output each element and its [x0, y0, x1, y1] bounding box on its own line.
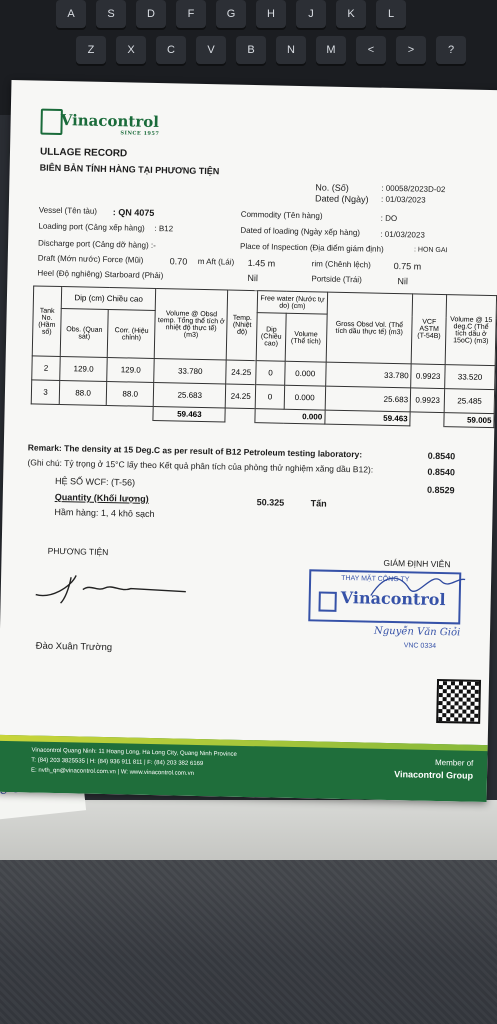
cell-obs: 129.0: [60, 357, 108, 382]
cell-volume-15: 25.485: [444, 389, 494, 414]
footer-address: Vinacontrol Quang Ninh: 11 Hoang Long, Ha Long City, Quang Ninh Province: [31, 747, 237, 758]
header-vcf: VCF ASTM (T-54B): [411, 294, 447, 365]
heel-starboard-value: Nil: [247, 272, 259, 284]
portside-value: Nil: [397, 276, 408, 287]
footer-phone: T: (84) 203 3825535 | H: (84) 936 911 811 | F: (84) 203 382 6169: [31, 757, 204, 768]
inspection-label: Place of Inspection (Địa điểm giám định): [239, 241, 384, 254]
total-gross: 59.463: [325, 410, 411, 426]
cell-volume-15: 33.520: [445, 365, 495, 390]
key-question: ?: [436, 36, 466, 64]
draft-force-value: 0.70: [169, 256, 188, 267]
draft-aft-label: m Aft (Lái): [197, 256, 235, 267]
total-volume-15: 59.005: [444, 413, 494, 428]
dated-value: : 01/03/2023: [380, 194, 426, 205]
brand-name: Vinacontrol: [60, 110, 160, 132]
draft-aft-value: 1.45 m: [247, 257, 276, 269]
footer: [0, 735, 488, 802]
header-obs: Obs. (Quan sát): [60, 309, 108, 358]
signer-name: Đào Xuân Trường: [35, 640, 113, 654]
discharge-port-label: Discharge port (Cảng dỡ hàng) :-: [38, 238, 156, 251]
key-gt: >: [396, 36, 426, 64]
fabric-background: [0, 860, 497, 1024]
key-x: X: [116, 36, 146, 64]
cell-obs: 88.0: [59, 381, 107, 406]
key-a: A: [56, 0, 86, 28]
ullage-record-document: [0, 80, 497, 802]
quantity-value: 50.325: [256, 497, 285, 508]
stamp-brand: Vinacontrol: [340, 587, 446, 610]
portside-label: Portside (Trái): [311, 274, 362, 285]
cell-vcf: 0.9923: [410, 388, 445, 413]
header-gross: Gross Obsd Vol. (Thể tích dầu thực tế) (m3): [326, 292, 413, 364]
date-loading-value: : 01/03/2023: [380, 229, 425, 240]
header-volume-obsd: Volume @ Obsd temp. Tổng thể tích ở nhiệt độ thực tế) (m3): [155, 289, 228, 360]
total-spacer: [225, 408, 255, 423]
header-dip: Dip (cm) Chiều cao: [61, 287, 156, 311]
cell-corr: 88.0: [106, 382, 154, 407]
remark-value: 0.8540: [427, 450, 456, 462]
note-value: 0.8540: [427, 466, 456, 478]
inspector-code: VNC 0334: [403, 642, 437, 650]
date-loading-label: Dated of loading (Ngày xếp hàng): [240, 225, 361, 238]
cell-volume: 33.780: [154, 359, 226, 384]
note-text: (Ghi chú: Tỷ trọng ở 15°C lấy theo Kết quả phân tích của phòng thử nghiệm xăng dầu B12):: [27, 457, 374, 475]
key-l: L: [376, 0, 406, 28]
cell-temp: 24.25: [226, 360, 257, 385]
total-spacer: [410, 412, 444, 427]
total-fw-volume: 0.000: [255, 409, 325, 424]
cell-gross: 33.780: [325, 362, 411, 388]
key-v: V: [196, 36, 226, 64]
cell-gross: 25.683: [325, 386, 411, 412]
key-f: F: [176, 0, 206, 28]
cell-vcf: 0.9923: [411, 364, 446, 389]
header-fw-volume: Volume (Thể tích): [285, 313, 327, 362]
wcf-label: HỆ SỐ WCF: (T-56): [55, 475, 136, 488]
cell-tank: 3: [31, 380, 59, 405]
vessel-label: Vessel (Tên tàu): [38, 205, 98, 216]
cell-temp: 24.25: [225, 384, 256, 409]
inspector-name: Nguyễn Văn Giỏi: [373, 625, 461, 639]
left-sign-title: PHƯƠNG TIỆN: [47, 545, 109, 558]
cell-fw-dip: 0: [256, 385, 285, 410]
loading-port-label: Loading port (Cảng xếp hàng): [38, 221, 145, 233]
total-spacer: [31, 404, 154, 421]
doc-title: ULLAGE RECORD: [39, 146, 128, 160]
commodity-value: : DO: [380, 213, 398, 224]
cell-tank: 2: [32, 356, 60, 381]
header-corr: Corr. (Hiệu chỉnh): [107, 310, 155, 359]
no-value: : 00058/2023D-02: [381, 183, 446, 195]
header-temp: Temp. (Nhiệt độ): [226, 290, 258, 361]
cell-fw-volume: 0.000: [284, 385, 325, 410]
brand-logo: [60, 111, 159, 137]
vessel-value: : QN 4075: [112, 207, 155, 218]
key-k: K: [336, 0, 366, 28]
trim-value: 0.75 m: [393, 260, 422, 272]
right-sign-title: GIÁM ĐỊNH VIÊN: [383, 557, 451, 570]
draft-label: Draft (Mớn nước) Force (Mũi): [37, 253, 144, 265]
key-z: Z: [76, 36, 106, 64]
remark-text: Remark: The density at 15 Deg.C as per result of B12 Petroleum testing laboratory:: [27, 442, 363, 460]
footer-group: Vinacontrol Group: [394, 769, 474, 781]
key-d: D: [136, 0, 166, 28]
cell-fw-volume: 0.000: [285, 361, 326, 386]
heel-label: Heel (Độ nghiêng) Starboard (Phải): [37, 268, 164, 281]
quantity-unit: Tấn: [310, 498, 327, 509]
stamp-top-text: THAY MẶT CÔNG TY: [341, 574, 410, 584]
trim-label: rim (Chênh lệch): [311, 259, 371, 270]
header-volume-15: Volume @ 15 deg.C (Thể tích dầu ở 15oC) (m3): [446, 295, 497, 366]
key-h: H: [256, 0, 286, 28]
key-b: B: [236, 36, 266, 64]
stamp-logo-icon: [318, 591, 336, 611]
header-free-water: Free water (Nước tự do) (cm): [258, 291, 328, 314]
key-j: J: [296, 0, 326, 28]
header-fw-dip: Dip (Chiều cao): [257, 313, 286, 362]
footer-email: E: nvth_qn@vinacontrol.com.vn | W: www.vinacontrol.com.vn: [30, 767, 195, 777]
key-m: M: [316, 36, 346, 64]
signature-left: [30, 568, 201, 612]
header-tank: Tank No. (Hầm số): [32, 286, 61, 357]
inspection-value: : HON GAI: [413, 246, 448, 255]
commodity-label: Commodity (Tên hàng): [240, 209, 323, 221]
cell-volume: 25.683: [154, 383, 226, 408]
hold-status: Hầm hàng: 1, 4 khô sạch: [54, 506, 155, 520]
cell-corr: 129.0: [107, 358, 155, 383]
quantity-label: Quantity (Khối lượng): [54, 491, 149, 504]
ullage-table: [30, 285, 497, 428]
doc-subtitle: BIÊN BẢN TÍNH HÀNG TẠI PHƯƠNG TIỆN: [39, 162, 220, 177]
loading-port-value: : B12: [154, 223, 174, 234]
brand-since: SINCE 1957: [120, 130, 160, 138]
total-volume: 59.463: [153, 406, 225, 422]
key-lt: <: [356, 36, 386, 64]
signature-right: [361, 565, 472, 607]
qr-code: [436, 679, 481, 724]
key-n: N: [276, 36, 306, 64]
key-s: S: [96, 0, 126, 28]
key-c: C: [156, 36, 186, 64]
dated-label: Dated (Ngày): [314, 193, 369, 205]
key-g: G: [216, 0, 246, 28]
footer-member: Member of: [434, 757, 474, 768]
no-label: No. (Số): [315, 182, 349, 194]
cell-fw-dip: 0: [256, 361, 285, 386]
wcf-value: 0.8529: [426, 484, 455, 496]
